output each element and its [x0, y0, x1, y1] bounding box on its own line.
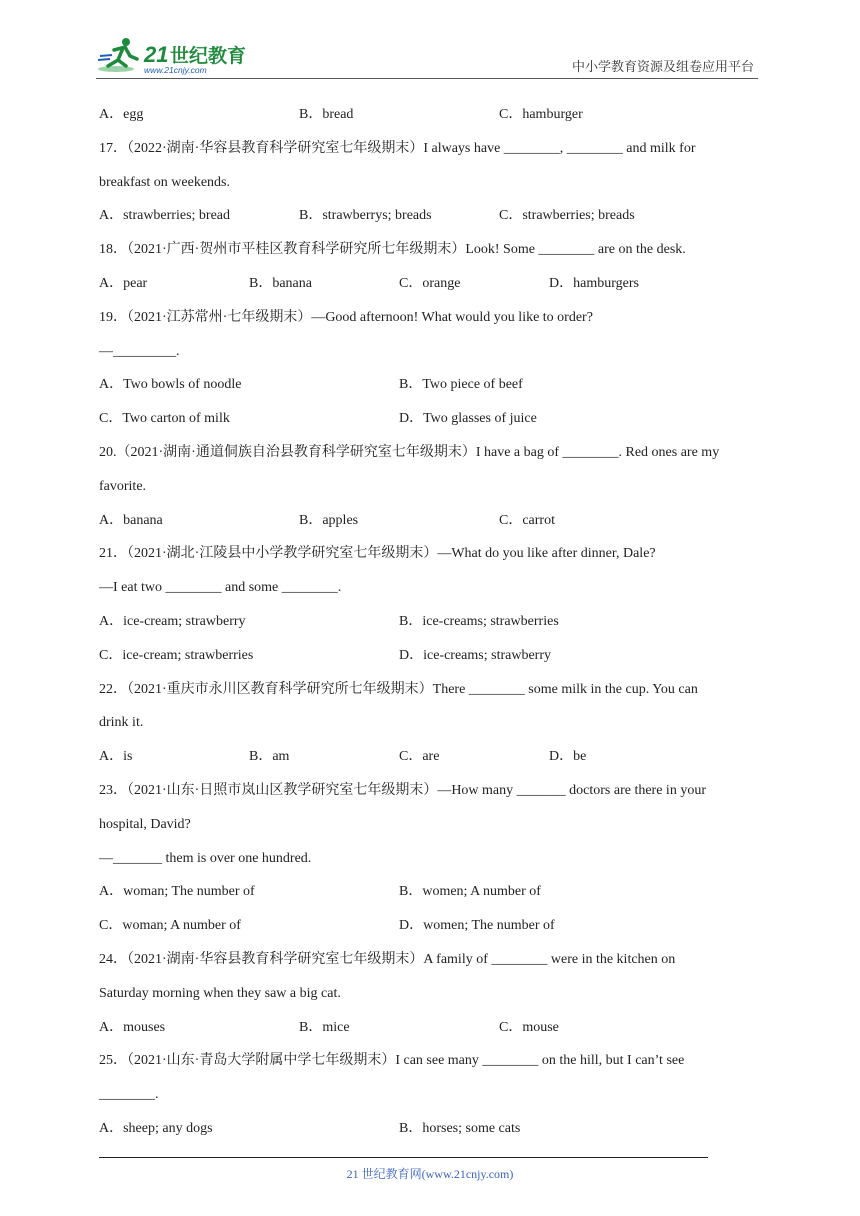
answer-option: B．horses; some cats: [399, 1120, 521, 1136]
answer-option: C．orange: [399, 275, 461, 291]
answer-option: D．ice-creams; strawberry: [399, 647, 551, 663]
question-text-line: Saturday morning when they saw a big cat.: [99, 985, 341, 1001]
question-text-line: breakfast on weekends.: [99, 174, 231, 190]
question-text-line: 23．（2021·山东·日照市岚山区教学研究室七年级期末）—How many _______ doctors are there in your: [99, 782, 706, 798]
answer-options-row: [99, 199, 763, 233]
question-text-line: 24．（2021·湖南·华容县教育科学研究室七年级期末）A family of ________ were in the kitchen on: [99, 951, 676, 967]
answer-option: A．egg: [99, 107, 144, 122]
site-logo: [96, 36, 266, 76]
footer-text: 21 世纪教育网(www.21cnjy.com): [346, 1167, 514, 1181]
answer-option: C．woman; A number of: [99, 918, 241, 934]
answer-options-row: [99, 98, 763, 132]
answer-options-row: [99, 1011, 763, 1045]
footer-divider: [99, 1157, 708, 1158]
answer-options-row: [99, 1112, 763, 1146]
answer-option: A．pear: [99, 275, 148, 291]
question-text-line: 20.（2021·湖南·通道侗族自治县教育科学研究室七年级期末）I have a bag of ________. Red ones are my: [99, 444, 720, 460]
answer-options-row: [99, 605, 763, 639]
answer-options-row: [99, 267, 763, 301]
question-text-line: favorite.: [99, 478, 147, 494]
answer-option: C．ice-cream; strawberries: [99, 647, 254, 663]
answer-option: D．Two glasses of juice: [399, 411, 537, 427]
svg-text:www.21cnjy.com: www.21cnjy.com: [144, 65, 207, 75]
answer-options-row: [99, 504, 763, 538]
svg-text:21: 21: [144, 42, 169, 67]
answer-option: D．women; The number of: [399, 918, 555, 934]
answer-option: B．bread: [299, 107, 354, 122]
answer-option: C．carrot: [499, 512, 555, 528]
question-text-line: drink it.: [99, 715, 144, 731]
platform-label: 中小学教育资源及组卷应用平台: [571, 60, 754, 75]
question-text-line: —_______ them is over one hundred.: [99, 850, 312, 866]
answer-option: B．strawberrys; breads: [299, 208, 432, 224]
answer-option: A．Two bowls of noodle: [99, 377, 242, 393]
question-text-line: ________.: [99, 1087, 159, 1103]
answer-options-row: [99, 875, 763, 909]
answer-options-row: [99, 740, 763, 774]
question-text-line: 19．（2021·江苏常州·七年级期末）—Good afternoon! What would you like to order?: [99, 309, 593, 325]
answer-options-row: [99, 909, 763, 943]
question-text-line: 18．（2021·广西·贺州市平桂区教育科学研究所七年级期末）Look! Some ________ are on the desk.: [99, 242, 686, 258]
answer-option: B．apples: [299, 512, 359, 528]
answer-option: B．banana: [249, 275, 312, 291]
answer-option: B．am: [249, 749, 290, 765]
svg-text:世纪教育: 世纪教育: [170, 45, 247, 67]
question-text-line: 22．（2021·重庆市永川区教育科学研究所七年级期末）There ________ some milk in the cup. You can: [99, 681, 698, 697]
answer-option: B．mice: [299, 1019, 350, 1035]
answer-option: A．mouses: [99, 1019, 166, 1035]
question-text-line: —_________.: [99, 343, 180, 359]
answer-option: A．woman; The number of: [99, 884, 255, 900]
answer-option: D．be: [549, 749, 587, 765]
question-text-line: —I eat two ________ and some ________.: [99, 580, 342, 596]
answer-option: A．sheep; any dogs: [99, 1120, 213, 1136]
answer-option: C．hamburger: [499, 107, 583, 122]
answer-option: A．ice-cream; strawberry: [99, 613, 246, 629]
answer-option: B．Two piece of beef: [399, 377, 523, 393]
answer-option: C．Two carton of milk: [99, 411, 230, 427]
page-header: [96, 36, 758, 79]
answer-option: B．ice-creams; strawberries: [399, 613, 559, 629]
answer-options-row: [99, 368, 763, 402]
answer-option: C．strawberries; breads: [499, 208, 635, 224]
answer-option: A．is: [99, 749, 133, 765]
answer-option: A．banana: [99, 512, 163, 528]
answer-option: C．mouse: [499, 1019, 559, 1035]
answer-options-row: [99, 402, 763, 436]
answer-options-row: [99, 639, 763, 673]
question-text-line: 25．（2021·山东·青岛大学附属中学七年级期末）I can see many ________ on the hill, but I can’t see: [99, 1053, 685, 1069]
question-text-line: 21．（2021·湖北·江陵县中小学教学研究室七年级期末）—What do you like after dinner, Dale?: [99, 546, 656, 562]
question-body: [99, 98, 763, 1146]
answer-option: A．strawberries; bread: [99, 208, 231, 224]
question-text-line: 17．（2022·湖南·华容县教育科学研究室七年级期末）I always have ________, ________ and milk for: [99, 140, 696, 156]
answer-option: B．women; A number of: [399, 884, 541, 900]
question-text-line: hospital, David?: [99, 816, 191, 832]
answer-option: C．are: [399, 749, 440, 765]
answer-option: D．hamburgers: [549, 275, 639, 291]
